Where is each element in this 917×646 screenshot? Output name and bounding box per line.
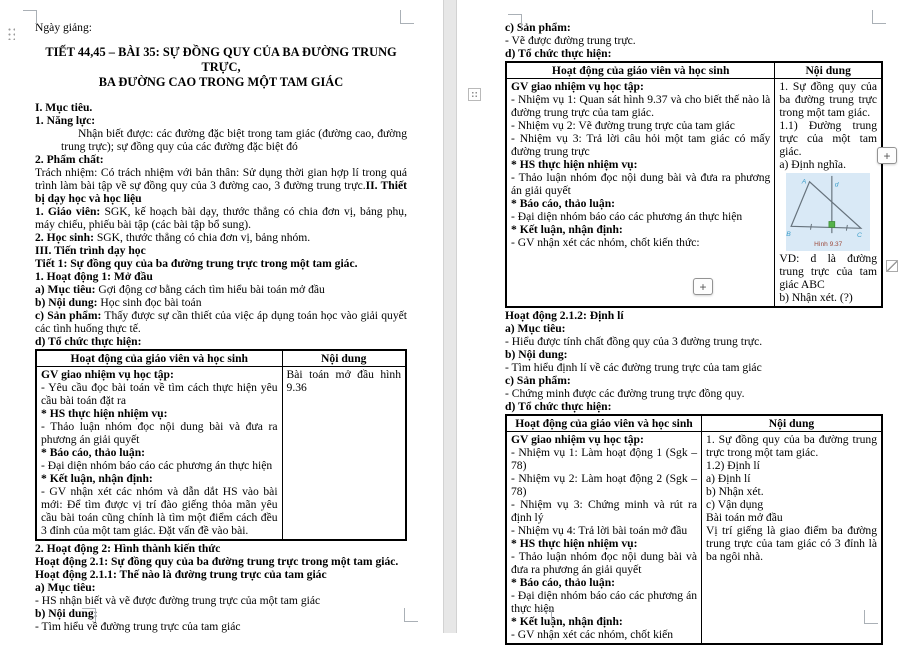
cell-paragraph: Vị trí giếng là giao điểm ba đường trung trực của tam giác có 3 đỉnh là ba ngôi nhà. [706,524,877,563]
section-hoat-dong-2: 2. Hoạt động 2: Hình thành kiến thức [35,542,221,555]
cell-paragraph: VD: d là đường trung trực của tam giác ABC [779,252,877,291]
triangle-abc-drawing [786,174,868,238]
paragraph-giao-vien: 1. Giáo viên: SGK, kế hoạch bài dạy, thước thẳng có chia đơn vị, bảng phụ, máy chiếu, phiếu bài tập (các bài tập bổ sung). [35,205,407,231]
paragraph: c) Sản phẩm: [505,21,571,34]
section-pham-chat: 2. Phẩm chất: [35,153,104,166]
activity-table-2 [505,61,883,308]
cell-paragraph: 1.1) Đường trung trực của một tam giác. [779,119,877,158]
section-tiet-1: Tiết 1: Sự đồng quy của ba đường trung trực trong một tam giác. [35,257,358,270]
cell-paragraph: 1.2) Định lí [706,459,760,472]
paragraph: - Tìm hiểu định lí về các đường trung trực của tam giác [505,361,762,374]
cell-paragraph: - Nhiệm vụ 2: Vẽ đường trung trực của tam giác [511,119,735,132]
paragraph: b) Nội dung: Học sinh đọc bài toán [35,296,202,309]
cell-paragraph: - Nhiệm vụ 4: Trả lời bài toán mở đầu [511,524,688,537]
cell-paragraph: GV giao nhiệm vụ học tập: [511,433,644,446]
section-nang-luc: 1. Năng lực: [35,114,96,127]
table-header-activities: Hoạt động của giáo viên và học sinh [506,415,702,432]
paragraph: - Tìm hiểu về đường trung trực của tam giác [35,620,241,633]
teacher-student-activity-cell [506,79,775,308]
date-line: Ngày giảng: [35,21,92,34]
paragraph: - HS nhận biết và vẽ được đường trung trực của một tam giác [35,594,321,607]
section-hoat-dong-1: 1. Hoạt động 1: Mở đầu [35,270,153,283]
activity-table-1 [35,349,407,541]
table-resize-handle-icon[interactable] [886,260,898,272]
paragraph: b) Nội dung: [505,348,568,361]
page-gap [443,0,457,633]
line-d-label: d [834,181,839,189]
paragraph: - Chứng minh được các đường trung trực đồng quy. [505,387,745,400]
cell-paragraph: * Báo cáo, thảo luận: [511,197,616,210]
content-cell [282,367,406,541]
page-1-content [35,21,407,633]
vertex-a-label: A [801,178,807,186]
cell-paragraph: - Nhiệm vụ 3: Chứng minh và rút ra định lý [511,498,698,524]
cell-paragraph: - Đại diện nhóm báo cáo các phương án thực hiện [41,459,273,472]
paragraph: Nhận biết được: các đường đặc biệt trong tam giác (đường cao, đường trung trực); sự đồng quy của các đường đặc biệt đó [61,127,407,153]
cell-paragraph: - Thảo luận nhóm đọc nội dung bài và đưa ra phương án giải quyết [41,420,278,446]
paragraph-drag-handle-icon[interactable] [7,27,15,40]
cell-paragraph: Bài toán mở đầu hình 9.36 [286,368,401,394]
margin-crop-mark [82,608,96,622]
cell-paragraph: * HS thực hiện nhiệm vụ: [511,158,638,171]
cell-paragraph: * Báo cáo, thảo luận: [41,446,146,459]
paragraph: d) Tổ chức thực hiện: [505,47,612,60]
cell-paragraph: - Đại diện nhóm báo cáo các phương án thực hiện [511,210,743,223]
table-header-activities: Hoạt động của giáo viên và học sinh [506,62,775,79]
right-angle-marker [829,222,835,228]
paragraph: a) Mục tiêu: Gợi động cơ bằng cách tìm hiểu bài toán mở đầu [35,283,325,296]
table-header-content: Nội dung [775,62,882,79]
cell-paragraph: - Nhiệm vụ 3: Trả lời câu hỏi một tam giác có mấy đường trung trực [511,132,771,158]
cell-paragraph: a) Định nghĩa. [779,158,846,171]
paragraph: - Vẽ được đường trung trực. [505,34,636,47]
section-muc-tieu: I. Mục tiêu. [35,101,93,114]
content-cell [775,79,882,308]
cell-paragraph: - Nhiệm vụ 2: Làm hoạt động 2 (Sgk – 78) [511,472,698,498]
cell-paragraph: - Đại diện nhóm báo cáo các phương án thực hiện [511,589,698,615]
lesson-title: TIẾT 44,45 – BÀI 35: SỰ ĐỒNG QUY CỦA BA ĐƯỜNG TRUNG TRỰC, BA ĐƯỜNG CAO TRONG MỘT TAM GIÁC [45,45,397,89]
paragraph: a) Mục tiêu: [505,322,566,335]
table-header-content: Nội dung [702,415,882,432]
paragraph: - Hiểu được tính chất đồng quy của 3 đường trung trực. [505,335,763,348]
cell-paragraph: * Kết luận, nhận định: [41,472,153,485]
cell-paragraph: b) Nhận xét. (?) [779,291,853,304]
cell-paragraph: GV giao nhiệm vụ học tập: [41,368,174,381]
cell-paragraph: * HS thực hiện nhiệm vụ: [511,537,638,550]
vertex-c-label: C [857,232,863,240]
paragraph-hoc-sinh: 2. Học sinh: SGK, thước thẳng có chia đơn vị, bảng nhóm. [35,231,311,244]
insert-plus-button[interactable]: + [693,278,713,295]
triangle-figure [786,173,870,251]
page-2-content [505,21,883,646]
cell-paragraph: - GV nhận xét các nhóm, chốt kiến [511,628,674,641]
cell-paragraph: c) Vận dụng [706,498,764,511]
margin-crop-mark [508,14,522,28]
content-text-bottom [779,252,877,304]
cell-paragraph: 1. Sự đồng quy của ba đường trung trực trong một tam giác. [779,80,877,119]
cell-paragraph: a) Định lí [706,472,751,485]
insert-plus-button[interactable]: + [877,147,897,164]
section-hoat-dong-2-1: Hoạt động 2.1: Sự đồng quy của ba đường trung trực trong một tam giác. [35,555,399,568]
table-move-handle-icon[interactable] [468,88,481,101]
cell-paragraph: * Kết luận, nhận định: [511,615,623,628]
paragraph: c) Sản phẩm: Thấy được sự cần thiết của việc áp dụng toán học vào giải quyết các tình huống thực tế. [35,309,407,335]
dots-grid-icon [471,91,478,98]
section-tien-trinh: III. Tiến trình dạy học [35,244,146,257]
cell-paragraph: Bài toán mở đầu [706,511,783,524]
cell-paragraph: 1. Sự đồng quy của ba đường trung trực trong một tam giác. [706,433,877,459]
paragraph: d) Tổ chức thực hiện: [35,335,142,348]
content-cell [702,432,882,645]
document-page-1 [0,0,443,633]
cell-paragraph: GV giao nhiệm vụ học tập: [511,80,644,93]
cell-paragraph: - Nhiệm vụ 1: Làm hoạt động 1 (Sgk – 78) [511,446,698,472]
cell-paragraph: - Yêu cầu đọc bài toán về tìm cách thực hiện yêu cầu bài toán đặt ra [41,381,278,407]
margin-crop-mark [538,610,552,624]
cell-paragraph: - GV nhận xét các nhóm và dẫn dắt HS vào bài mới: Để tìm được vị trí đào giếng thỏa mãn yêu cầu bài toán cũng chính là tìm một điểm cách đều 3 đỉnh của một tam giác. Đặt vấn đề vào bài. [41,485,278,537]
cell-paragraph: - Thảo luận nhóm đọc nội dung bài và đưa ra phương án giải quyết [511,171,771,197]
cell-paragraph: * Báo cáo, thảo luận: [511,576,616,589]
figure-caption: Hình 9.37 [814,241,843,248]
margin-crop-mark [23,10,37,24]
margin-crop-mark [872,10,886,24]
paragraph: a) Mục tiêu: [35,581,96,594]
teacher-student-activity-cell [36,367,282,541]
section-hoat-dong-2-1-2: Hoạt động 2.1.2: Định lí [505,309,624,322]
document-page-2 [457,0,917,641]
margin-crop-mark [404,608,418,622]
paragraph: Trách nhiệm: Có trách nhiệm với bản thân: Sử dụng thời gian hợp lí trong quá trình làm bài tập về sự đồng quy của 3 đường cao, 3 đường trung trực.II. Thiết bị dạy học và học liệu [35,166,407,205]
margin-crop-mark [400,10,414,24]
cell-paragraph: - Thảo luận nhóm đọc nội dung bài và đưa ra phương án giải quyết [511,550,698,576]
cell-paragraph: - Nhiệm vụ 1: Quan sát hình 9.37 và cho biết thế nào là đường trung trực của tam giác. [511,93,771,119]
teacher-student-activity-cell [506,432,702,645]
activity-table-3 [505,414,883,645]
content-text-top [779,80,877,171]
vertex-b-label: B [786,231,791,239]
section-hoat-dong-2-1-1: Hoạt động 2.1.1: Thế nào là đường trung trực của tam giác [35,568,327,581]
cell-paragraph: * HS thực hiện nhiệm vụ: [41,407,168,420]
paragraph: d) Tổ chức thực hiện: [505,400,612,413]
cell-paragraph: * Kết luận, nhận định: [511,223,623,236]
paragraph: b) Nội dung: [35,607,98,620]
paragraph: c) Sản phẩm: [505,374,571,387]
cell-paragraph: b) Nhận xét. [706,485,764,498]
table-header-content: Nội dung [282,350,406,367]
table-header-activities: Hoạt động của giáo viên và học sinh [36,350,282,367]
cell-paragraph: - GV nhận xét các nhóm, chốt kiến thức: [511,236,700,249]
margin-crop-mark [864,610,878,624]
